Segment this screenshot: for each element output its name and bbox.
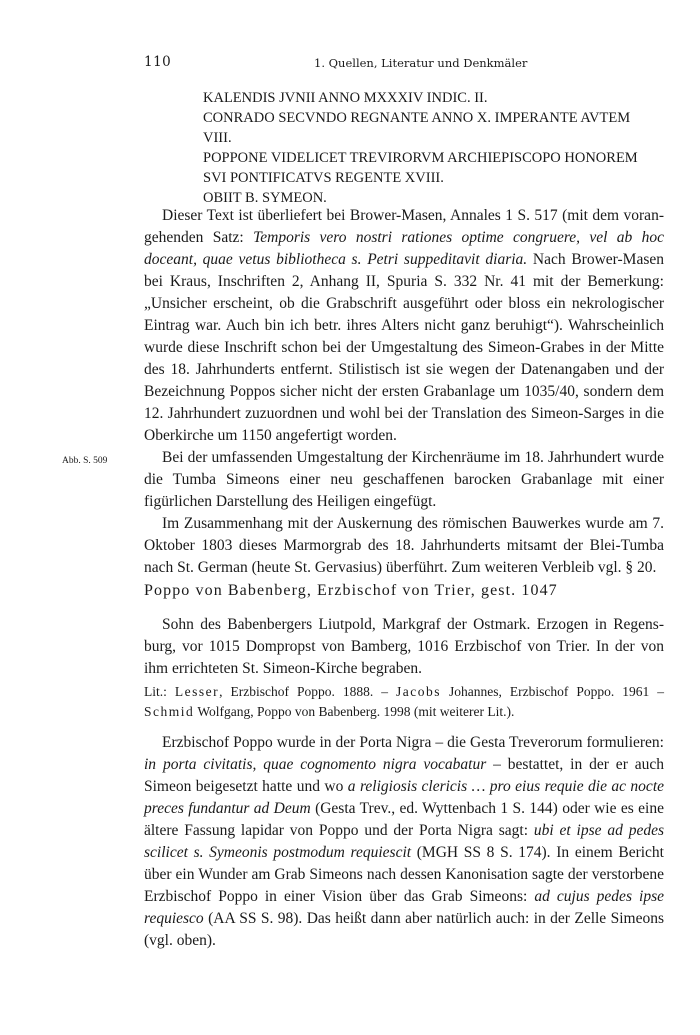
paragraph-burial-porta-nigra — [144, 732, 664, 952]
text-run: Dieser Text ist überliefert bei Brower-Masen, Annales 1 S. 517 (mit dem vorangehenden Satz: — [144, 207, 664, 246]
paragraph-biography: Sohn des Babenbergers Liutpold, Markgraf der Ostmark. Erzogen in Regensburg, vor 1015 Dompropst von Bamberg, 1016 Erzbischof von Trier. In der von ihm errichteten St. Simeon-Kirche begraben. — [144, 616, 664, 677]
lit-prefix: Lit.: — [144, 684, 175, 699]
text-run: Wolfgang, Poppo von Babenberg. 1998 (mit weiterer Lit.). — [194, 704, 515, 719]
text-run: Johannes, Erzbischof Poppo. 1961 – — [441, 684, 665, 699]
inscription-block — [203, 88, 663, 208]
latin-quote: ad cujus pedes ipse requiesco — [144, 888, 664, 927]
text-run: (Gesta Trev., ed. Wyttenbach 1 S. 144) oder wie es eine ältere Fassung lapidar von Poppo und der Porta Nigra sagt: — [144, 800, 664, 839]
page-number: 110 — [144, 54, 172, 70]
main-text-3 — [144, 732, 664, 952]
text-run: , Erzbischof Poppo. 1888. – — [219, 684, 397, 699]
author-name: Jacobs — [396, 684, 442, 699]
inscription-line: SVI PONTIFICATVS REGENTE XVIII. — [203, 170, 444, 186]
text-run: – bestattet, in der er auch Simeon beigesetzt hatte und wo — [144, 756, 664, 795]
paragraph-baroque-tomb: Bei der umfassenden Umgestaltung der Kirchenräume im 18. Jahrhundert wurde die Tumba Simeons einer neu geschaffenen barocken Grabanlage mit einer figürlichen Darstellung des Heiligen eingefügt. — [144, 449, 664, 510]
inscription-line: KALENDIS JVNII ANNO MXXXIV INDIC. II. — [203, 90, 488, 106]
running-head: 1. Quellen, Literatur und Denkmäler — [314, 56, 528, 70]
inscription-line: OBIIT B. SYMEON. — [203, 190, 327, 206]
latin-quote: a religiosis clericis … pro eius requie die ac nocte preces fundantur ad Deum — [144, 778, 665, 817]
paragraph-transfer-1803: Im Zusammenhang mit der Auskernung des römischen Bauwerkes wurde am 7. Oktober 1803 dieses Marmorgrab des 18. Jahrhunderts mitsamt der Blei-Tumba nach St. German (heute St. Gervasius) überführt. Zum weiteren Verbleib vgl. § 20. — [144, 515, 664, 576]
author-name: Lesser — [174, 684, 220, 699]
latin-quote: in porta civitatis, quae cognomento nigra vocabatur — [144, 756, 487, 773]
latin-quote: Temporis vero nostri rationes optime congruere, vel ab hoc doceant, quae vetus bibliotheca s. Petri suppeditavit diaria. — [144, 229, 664, 268]
text-run: (MGH SS 8 S. 174). In einem Bericht über ein Wunder am Grab Simeons nach dessen Kanonisation sagte der verstorbene Erzbischof Poppo in einer Vision über das Grab Simeons: — [144, 844, 664, 905]
margin-note-figure-ref: Abb. S. 509 — [62, 456, 108, 466]
literature-references — [144, 682, 664, 722]
inscription-line: POPPONE VIDELICET TREVIRORVM ARCHIEPISCOPO HONOREM — [203, 150, 638, 166]
text-run: Erzbischof Poppo wurde in der Porta Nigra – die Gesta Treverorum formulieren: — [162, 734, 664, 751]
main-text-2 — [144, 614, 664, 680]
main-text-1 — [144, 205, 664, 579]
latin-quote: ubi et ipse ad pedes scilicet s. Symeonis postmodum requiescit — [144, 822, 664, 861]
inscription-line: CONRADO SECVNDO REGNANTE ANNO X. IMPERANTE AVTEM — [203, 110, 631, 126]
paragraph-transmission — [144, 205, 664, 447]
inscription-line: VIII. — [203, 130, 232, 146]
section-heading: Poppo von Babenberg, Erzbischof von Trier, gest. 1047 — [144, 582, 558, 599]
text-run: (AA SS S. 98). Das heißt dann aber natürlich auch: in der Zelle Simeons (vgl. oben). — [144, 910, 664, 949]
author-name: Schmid — [144, 704, 195, 719]
text-run: Nach Brower-Masen bei Kraus, Inschriften 2, Anhang II, Spuria S. 332 Nr. 41 mit der Bemerkung: „Unsicher erscheint, ob die Grabschrift ausgeführt oder bloss ein nekrologischer Eintrag war. Auch bin ich betr. ihres Alters nicht ganz beruhigt“). Wahrscheinlich wurde diese Inschrift schon bei der Umgestaltung des Simeon-Grabes in der Mitte des 18. Jahrhunderts entfernt. Stilistisch ist sie wegen der Datenangaben und der Bezeichnung Poppos sicher nicht der ersten Grabanlage um 1035/40, sondern dem 12. Jahrhundert zuzuordnen und wohl bei der Translation des Simeon-Sarges in die Oberkirche um 1150 angefertigt worden. — [144, 251, 664, 444]
